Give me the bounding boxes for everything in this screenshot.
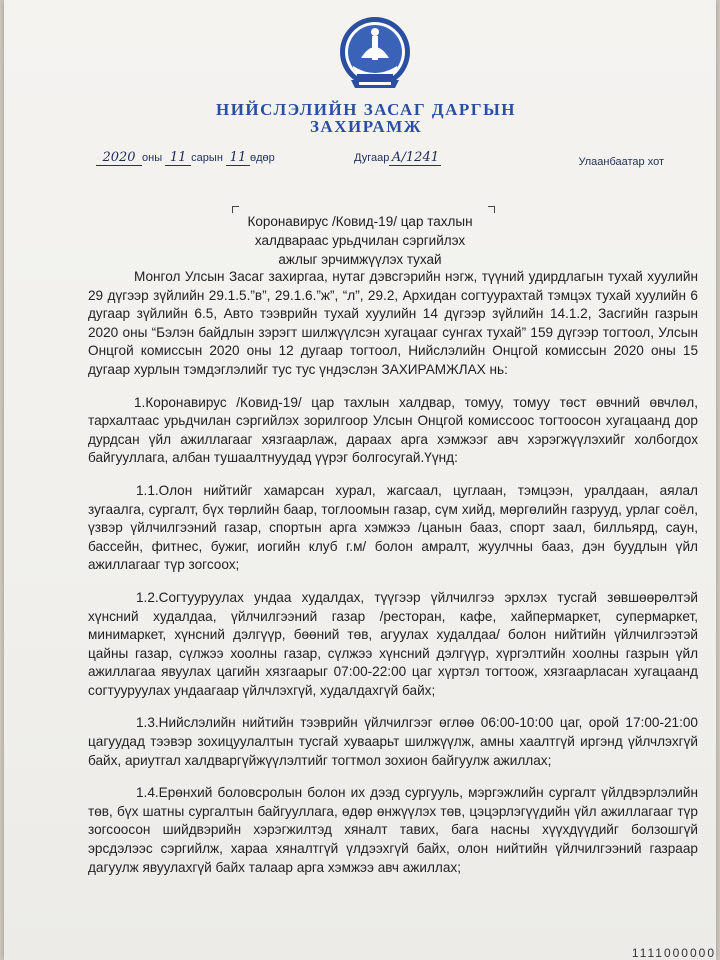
document-page [4,0,716,960]
preamble-paragraph: Монгол Улсын Засаг захиргаа, нутаг дэвсгэрийн нэгж, түүний удирдлагын тухай хуулийн 29 дүгээр зүйлийн 29.1.5.”в”, 29.1.6.”ж”, “л”, 29.2, Архидан согтуурахтай тэмцэх тухай хуулийн 6 дугаар зүйлийн 6.5, Авто тээврийн тухай хуулийн 14 дүгээр зүйлийн 14.1.2, Засгийн газрын 2020 оны “Бэлэн байдлын зэрэгт шилжүүлсэн хугацааг сунгах тухай” 159 дүгээр тогтоол, Улсын Онцгой комиссын 2020 оны 12 дугаар тогтоол, Нийслэлийн Онцгой комиссын 2020 оны 15 дугаар хурлын тэмдэглэлийг тус тус үндэслэн ЗАХИРАМЖЛАХ нь: [88,269,698,377]
subject-line-2: халдвараас урьдчилан сэргийлэх [254,233,466,248]
issue-city: Улаанбаатар хот [578,156,664,168]
date-year-suffix: оны [142,152,163,164]
document-number-line [354,150,441,166]
order-item-1-1: 1.1.Олон нийтийг хамарсан хурал, жагсаал, цуглаан, тэмцээн, уралдаан, аялал зугаалга, сургалт, бүх төрлийн баар, тоглоомын газар, сүм хийд, мөргөлийн газрууд, урлаг соёл, үзвэр үйлчилгээний газар, спортын арга хэмжээ /цанын бааз, спорт заал, билльярд, саун, бассейн, фитнес, бужиг, иогийн клуб г.м/ болон амралт, жуулчны бааз, дэн буудлын үйл ажиллагааг түр зогсоох; [88,482,698,573]
order-item-1-2: 1.2.Согтууруулах ундаа худалдах, түүгээр үйлчилгээ эрхлэх тусгай зөвшөөрөлтэй хүнсний худалдаа, үйлчилгээний газар /ресторан, кафе, хайпермаркет, супермаркет, минимаркет, хүнсний дэлгүүр, бөөний төв, агуулах худалдаа/ болон нийтийн үйлчилгээтэй цайны газар, сүлжээ хоолны газар, сүлжээ хүнсний дэлгүүр, хүргэлтийн хоолны газрын үйл ажиллагаа явуулах цагийн хязгаарыг 07:00-22:00 цаг хүртэл тогтоож, хязгаарласан хугацаанд согтууруулах ундаагаар үйлчлэхгүй, худалдахгүй байх; [88,589,698,698]
number-label: Дугаар [354,152,390,164]
date-year: 2020 [96,150,142,166]
order-item-1-4: 1.4.Ерөнхий боловсролын болон их дээд сургууль, мэргэжлийн сургалт үйлдвэрлэлийн төв, бүх шатны сургалтын байгууллага, өдөр өнжүүлэх төв, цэцэрлэгүүдийн үйл ажиллагааг түр зогсоосон шийдвэрийн хэрэгжилтэд хяналт тавих, бага насны хүүхдүүдийг болзошгүй эрсдэлээс сэргийлж, хараа хяналтгүй үлдээхгүй байх, олон нийтийн үйлчилгээний газраар дагуулж явуулахгүй байх талаар арга хэмжээ авч ажиллах; [88,785,698,875]
subject-line-3: ажлыг эрчимжүүлэх тухай [278,252,442,267]
state-emblem-icon [337,14,413,94]
order-item-1-3: 1.3.Нийслэлийн нийтийн тээврийн үйлчилгээг өглөө 06:00-10:00 цаг, орой 17:00-21:00 цагуудад тээвэр зохицуулалтын тусгай хуваарьт шилжүүлж, амны хаалтгүй иргэнд үйлчлэхгүй байх, ариутгал халдваргүйжүүлэлтийг тогтмол зохион байгуулж ажиллах; [88,715,698,768]
date-day: 11 [226,150,250,166]
date-day-suffix: өдөр [249,152,275,164]
date-line [96,150,275,166]
document-body [88,268,698,891]
document-number: А/1241 [389,150,441,166]
issuer-title: НИЙСЛЭЛИЙН ЗАСАГ ДАРГЫН [215,100,516,119]
document-subject [204,212,516,269]
date-month: 11 [165,150,191,166]
document-type-title: ЗАХИРАМЖ [309,117,423,136]
order-item-1: 1.Коронавирус /Ковид-19/ цар тахлын халдвар, томуу, томуу төст өвчний өвчлөл, тархалтаас урьдчилан сэргийлэх зорилгоор Улсын Онцгой комиссоос тогтоосон хугацаанд дор дурдсан үйл ажиллагааг хязгаарлаж, дараах арга хэмжээг авч хэрэгжүүлэхийг холбогдох байгууллага, албан тушаалтнуудад үүрэг болгосугай.Үүнд: [88,394,698,466]
cut-off-text: 1111000000 [631,946,716,960]
date-month-suffix: сарын [191,152,223,164]
subject-line-1: Коронавирус /Ковид-19/ цар тахлын [247,214,473,229]
